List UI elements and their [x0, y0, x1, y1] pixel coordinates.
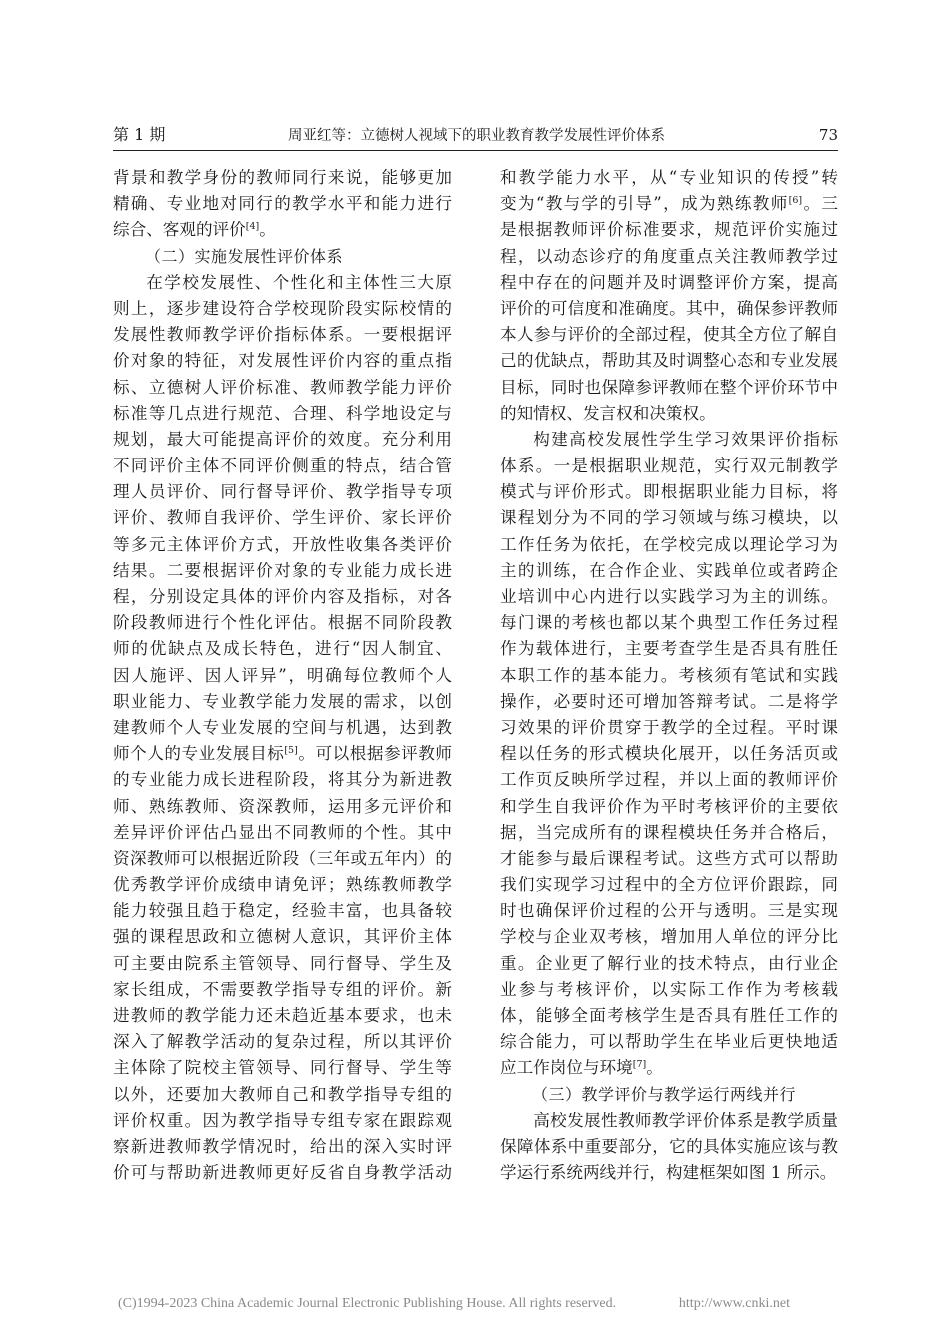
text-line: 察新进教师教学情况时，给出的深入实时评 — [113, 1136, 452, 1156]
text-line: 家长组成，不需要教学指导专组的评价。新 — [113, 979, 452, 999]
citation-ref: [5] — [284, 745, 298, 757]
text-line: 体系。一是根据职业规范，实行双元制教学 — [500, 456, 838, 476]
text-line: 主体除了院校主管领导、同行督导、学生等 — [113, 1058, 452, 1078]
text-line: 高校发展性教师教学评价体系是教学质量 — [533, 1110, 838, 1130]
paragraph — [500, 1108, 838, 1187]
text-line: 深入了解教学活动的复杂过程，所以其评价 — [113, 1032, 452, 1052]
text-line: 师、熟练教师、资深教师，运用多元评价和 — [113, 796, 452, 816]
text-line: 学校与企业双考核，增加用人单位的评分比 — [500, 927, 838, 947]
citation-ref: [4] — [245, 221, 260, 233]
text-line: 工作页反映所学过程，并以上面的教师评价 — [500, 770, 838, 790]
text-line: 构建高校发展性学生学习效果评价指标 — [533, 429, 838, 449]
running-title: 周亚红等：立德树人视域下的职业教育教学发展性评价体系 — [288, 128, 665, 144]
text-line: 重。企业更了解行业的技术特点，由行业企 — [500, 953, 838, 973]
text-run: 。 — [646, 1058, 663, 1078]
left-column — [113, 165, 452, 1186]
text-line: 本职工作的基本能力。考核须有笔试和实践 — [500, 665, 838, 685]
paragraph — [113, 270, 452, 1187]
text-line: 优秀教学评价成绩申请免评；熟练教师教学 — [113, 875, 452, 895]
text-line: 职业能力、专业教学能力发展的需求，以创 — [113, 691, 452, 711]
text-line: 业参与考核评价，以实际工作作为考核载 — [500, 979, 838, 999]
text-line: 规划，最大可能提高评价的效度。充分利用 — [113, 429, 452, 449]
page-number: 73 — [818, 126, 838, 144]
section-heading — [113, 244, 452, 270]
copyright-notice: (C)1994-2023 China Academic Journal Electronic Publishing House. All rights reserved. — [118, 1296, 617, 1311]
text-line: 结果。二要根据评价对象的专业能力成长进 — [113, 560, 452, 580]
paragraph — [500, 165, 838, 427]
text-line: 操作，必要时还可增加答辩考试。二是将学 — [500, 691, 838, 711]
text-line: 体，能够全面考核学生是否具有胜任工作的 — [500, 1006, 838, 1025]
text-run: 应工作岗位与环境 — [500, 1058, 633, 1078]
text-line: 背景和教学身份的教师同行来说，能够更加 — [113, 168, 452, 187]
text-line: 能力较强且趋于稳定，经验丰富，也具备较 — [113, 901, 452, 921]
text-line — [500, 191, 838, 217]
text-line: 程中存在的问题并及时调整评价方案，提高 — [500, 272, 838, 292]
text-run: 。可以根据参评教师 — [297, 744, 452, 764]
text-line: 主的训练，在合作企业、实践单位或者跨企 — [500, 560, 838, 580]
text-line: （二）实施发展性评价体系 — [145, 246, 344, 266]
right-column — [500, 165, 838, 1186]
text-line: 评价、教师自我评价、学生评价、家长评价 — [113, 508, 452, 528]
text-line: 强的课程思政和立德树人意识，其评价主体 — [113, 927, 452, 947]
text-line: 学运行系统两线并行，构建框架如图 1 所示。 — [500, 1163, 837, 1183]
text-line: 和教学能力水平，从“专业知识的传授”转 — [500, 168, 838, 187]
text-line: 发展性教师教学评价指标体系。一要根据评 — [113, 325, 452, 345]
text-line: 标准等几点进行规范、合理、科学地设定与 — [113, 403, 452, 423]
text-line: 我们实现学习过程中的全方位评价跟踪，同 — [500, 875, 838, 895]
text-line: 每门课的考核也都以某个典型工作任务过程 — [500, 613, 838, 633]
text-line: 评价权重。因为教学指导专组专家在跟踪观 — [113, 1110, 452, 1130]
header-rule — [113, 150, 838, 151]
text-line: （三）教学评价与教学运行两线并行 — [532, 1084, 797, 1104]
text-line — [113, 741, 452, 767]
text-line: 师的优缺点及成长特色，进行“因人制宜、 — [113, 639, 452, 659]
text-run: 综合、客观的评价 — [113, 220, 246, 240]
text-line: 在学校发展性、个性化和主体性三大原 — [146, 272, 452, 292]
text-line: 标、立德树人评价标准、教师教学能力评价 — [113, 377, 452, 397]
text-line: 以外，还要加大教师自己和教学指导专组的 — [113, 1084, 452, 1104]
footer — [118, 1294, 790, 1314]
text-line: 价对象的特征，对发展性评价内容的重点指 — [113, 351, 452, 371]
text-run: 。 — [259, 220, 276, 240]
text-line: 阶段教师进行个性化评估。根据不同阶段教 — [113, 613, 452, 633]
text-line: 程，以动态诊疗的角度重点关注教师教学过 — [500, 246, 838, 266]
text-line: 评价的可信度和准确度。其中，确保参评教师 — [500, 298, 838, 318]
text-line: 程，分别设定具体的评价内容及指标，对各 — [113, 587, 452, 606]
text-line: 价可与帮助新进教师更好反省自身教学活动 — [113, 1163, 452, 1183]
text-run: 变为“教与学的引导”，成为熟练教师 — [500, 194, 789, 214]
text-line: 作为载体进行，主要考查学生是否具有胜任 — [500, 639, 838, 659]
text-line: 可主要由院系主管领导、同行督导、学生及 — [113, 953, 452, 973]
text-line: 综合能力，可以帮助学生在毕业后更快地适 — [500, 1032, 838, 1052]
text-line: 己的优缺点，帮助其及时调整心态和专业发展 — [500, 351, 838, 371]
text-line: 进教师的教学能力还未趋近基本要求，也未 — [113, 1006, 452, 1025]
text-line: 课程划分为不同的学习领域与练习模块，以 — [500, 508, 838, 528]
text-line: 等多元主体评价方式，开放性收集各类评价 — [113, 534, 452, 554]
text-line: 不同评价主体不同评价侧重的特点，结合管 — [113, 456, 452, 476]
text-line: 建教师个人专业发展的空间与机遇，达到教 — [113, 717, 452, 737]
journal-issue: 第 1 期 — [113, 125, 166, 144]
text-line: 业培训中心内进行以实践学习为主的训练。 — [500, 587, 838, 606]
paragraph — [113, 165, 452, 244]
text-line: 和学生自我评价作为平时考核评价的主要依 — [500, 796, 838, 816]
text-line: 因人施评、因人评异”，明确每位教师个人 — [113, 665, 452, 685]
text-line: 才能参与最后课程考试。这些方式可以帮助 — [500, 848, 838, 868]
citation-ref: [7] — [632, 1059, 647, 1071]
text-line: 的专业能力成长进程阶段，将其分为新进教 — [113, 770, 452, 790]
text-line: 习效果的评价贯穿于教学的全过程。平时课 — [500, 717, 838, 737]
text-line: 工作任务为依托，在学校完成以理论学习为 — [500, 534, 838, 554]
text-line: 的知情权、发言权和决策权。 — [500, 403, 716, 423]
text-line: 则上，逐步建设符合学校现阶段实际校情的 — [113, 298, 452, 318]
text-line: 保障体系中重要部分，它的具体实施应该与教 — [500, 1136, 838, 1156]
text-line: 是根据教师评价标准要求，规范评价实施过 — [500, 220, 838, 240]
section-heading — [500, 1082, 838, 1108]
paragraph — [500, 427, 838, 1082]
text-line: 精确、专业地对同行的教学水平和能力进行 — [113, 194, 452, 214]
text-line — [500, 1055, 838, 1081]
text-line: 目标，同时也保障参评教师在整个评价环节中 — [500, 377, 838, 397]
footer-url: http://www.cnki.net — [678, 1296, 790, 1311]
text-run: 师个人的专业发展目标 — [113, 744, 285, 764]
text-line: 程以任务的形式模块化展开，以任务活页或 — [500, 744, 838, 764]
text-line: 据，当完成所有的课程模块任务并合格后， — [500, 822, 838, 842]
text-line: 本人参与评价的全部过程，使其全方位了解自 — [500, 325, 838, 345]
text-run: 。三 — [802, 194, 838, 214]
text-line: 时也确保评价过程的公开与透明。三是实现 — [500, 901, 838, 921]
citation-ref: [6] — [788, 195, 803, 207]
text-line: 模式与评价形式。即根据职业能力目标，将 — [500, 482, 838, 502]
text-line: 资深教师可以根据近阶段（三年或五年内）的 — [113, 848, 452, 868]
text-line — [113, 217, 452, 243]
text-line: 差异评价评估凸显出不同教师的个性。其中 — [113, 822, 452, 842]
text-line: 理人员评价、同行督导评价、教学指导专项 — [113, 482, 452, 502]
